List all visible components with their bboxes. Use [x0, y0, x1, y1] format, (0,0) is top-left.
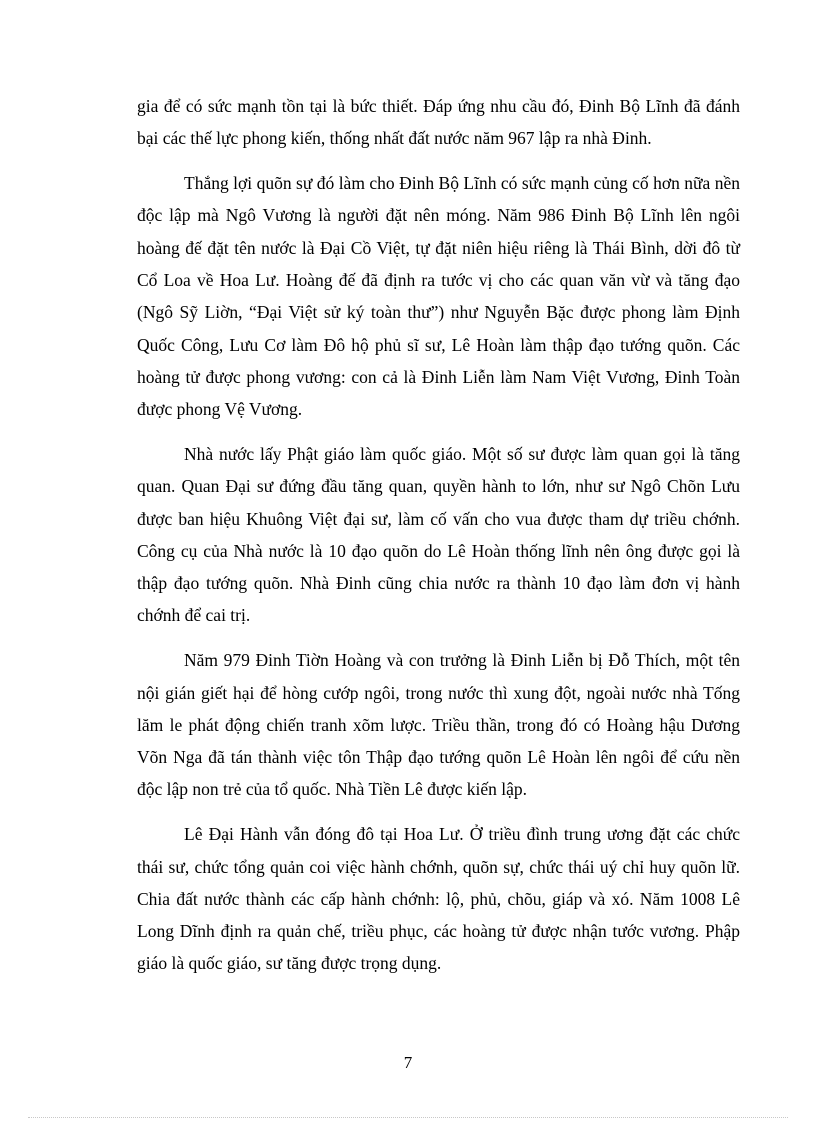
paragraph-4: Năm 979 Đinh Tiờn Hoàng và con trưởng là Đinh Liễn bị Đỗ Thích, một tên nội gián giết hại để hòng cướp ngôi, trong nước thì xung đột, ngoài nước nhà Tống lăm le phát động chiến tranh xõm lược. Triều thần, trong đó có Hoàng hậu Dương Võn Nga đã tán thành việc tôn Thập đạo tướng quõn Lê Hoàn lên ngôi để cứu nền độc lập non trẻ của tổ quốc. Nhà Tiền Lê được kiến lập.: [137, 650, 740, 800]
paragraph-3: Nhà nước lấy Phật giáo làm quốc giáo. Một số sư được làm quan gọi là tăng quan. Quan Đại sư đứng đầu tăng quan, quyền hành to lớn, như sư Ngô Chõn Lưu được ban hiệu Khuông Việt đại sư, làm cố vấn cho vua được tham dự triều chớnh. Công cụ của Nhà nước là 10 đạo quõn do Lê Hoàn thống lĩnh nên ông được gọi là thập đạo tướng quõn. Nhà Đinh cũng chia nước ra thành 10 đạo làm đơn vị hành chớnh để cai trị.: [137, 443, 740, 626]
paragraph-2: Thắng lợi quõn sự đó làm cho Đinh Bộ Lĩnh có sức mạnh củng cố hơn nữa nền độc lập mà Ngô Vương là người đặt nên móng. Năm 986 Đinh Bộ Lĩnh lên ngôi hoàng đế đặt tên nước là Đại Cồ Việt, tự đặt niên hiệu riêng là Thái Bình, dời đô từ Cổ Loa về Hoa Lư. Hoàng đế đã định ra tước vị cho các quan văn vừ và tăng đạo (Ngô Sỹ Liờn, “Đại Việt sử ký toàn thư”) như Nguyễn Bặc được phong làm Định Quốc Công, Lưu Cơ làm Đô hộ phủ sĩ sư, Lê Hoàn làm thập đạo tướng quõn. Các hoàng tử được phong vương: con cả là Đinh Liễn làm Nam Việt Vương, Đinh Toàn được phong Vệ Vương.: [137, 173, 740, 420]
paragraph-1: gia để có sức mạnh tồn tại là bức thiết. Đáp ứng nhu cầu đó, Đinh Bộ Lĩnh đã đánh bại các thế lực phong kiến, thống nhất đất nước năm 967 lập ra nhà Đinh.: [137, 96, 740, 149]
body-text: [137, 90, 740, 992]
page-bottom-divider: [28, 1117, 788, 1118]
paragraph-5: Lê Đại Hành vẫn đóng đô tại Hoa Lư. Ở triều đình trung ương đặt các chức thái sư, chức tổng quản coi việc hành chớnh, quõn sự, chức thái uý chỉ huy quõn lữ. Chia đất nước thành các cấp hành chớnh: lộ, phủ, chõu, giáp và xó. Năm 1008 Lê Long Dĩnh định ra quản chế, triều phục, các hoàng tử được nhận tước vương. Phập giáo là quốc giáo, sư tăng được trọng dụng.: [137, 824, 740, 974]
page-number: 7: [403, 1053, 413, 1072]
